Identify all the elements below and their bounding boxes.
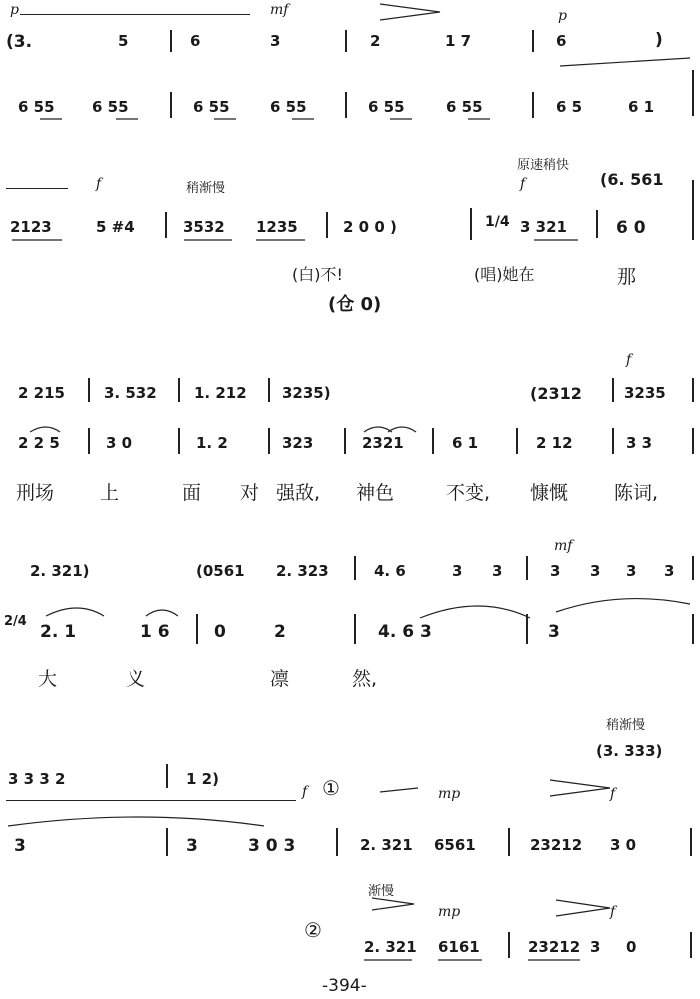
dynamic-mark: f <box>610 904 616 920</box>
note: 323 <box>282 434 314 452</box>
note: 6 55 <box>368 98 405 116</box>
note: 3 321 <box>520 218 567 236</box>
dynamic-mark: f <box>96 176 102 192</box>
lyric: 强敌, <box>276 482 321 504</box>
ending-marker-1: ① <box>322 776 340 800</box>
note: 3 <box>14 836 26 856</box>
note: 6161 <box>438 938 480 956</box>
lyric: (唱)她在 <box>474 265 535 284</box>
note: 2 <box>274 622 286 642</box>
note: 3 0 <box>610 836 637 854</box>
lyric: 陈词, <box>614 482 659 504</box>
lyric: 神色 <box>356 482 395 504</box>
note: 1. 2 <box>196 434 228 452</box>
lyric: 慷慨 <box>530 482 569 504</box>
note: 6 55 <box>193 98 230 116</box>
lyric: 刑场 <box>16 482 55 504</box>
note: 3235) <box>282 384 331 402</box>
lyric: 义 <box>126 668 146 690</box>
note: 1 6 <box>140 622 170 642</box>
note: 2. 1 <box>40 622 77 642</box>
note: 23212 <box>530 836 583 854</box>
note: 5 <box>118 32 129 50</box>
phrase-line <box>560 58 690 66</box>
note: 3 <box>548 622 560 642</box>
lyric: 那 <box>617 266 637 288</box>
note: (3. 333) <box>596 742 663 760</box>
note: 2 <box>370 32 381 50</box>
note: 5 #4 <box>96 218 135 236</box>
note: 1 7 <box>445 32 472 50</box>
dynamic-mark: mp <box>438 786 461 802</box>
note: 2. 323 <box>276 562 329 580</box>
note: 6 5 <box>556 98 583 116</box>
dynamic-mark: p <box>10 2 19 18</box>
dynamic-mark: f <box>626 352 632 368</box>
note: 3 <box>452 562 463 580</box>
note: 6 <box>190 32 201 50</box>
note: 6 55 <box>92 98 129 116</box>
note: 2 215 <box>18 384 65 402</box>
note: 3 <box>626 562 637 580</box>
note: 2 2 5 <box>18 434 60 452</box>
note: 3 <box>270 32 281 50</box>
note: ) <box>655 30 663 50</box>
tempo-marking: 稍渐慢 <box>186 181 226 196</box>
dynamic-mark: mf <box>554 538 573 554</box>
dynamic-mark: mf <box>270 2 289 18</box>
dynamic-mark: f <box>610 786 616 802</box>
note: 6 55 <box>270 98 307 116</box>
page-number: -394- <box>322 976 367 996</box>
lyric: 面 <box>182 482 202 504</box>
lyric: 不变, <box>446 482 491 504</box>
lyric: 然, <box>352 668 378 690</box>
ending-marker-2: ② <box>304 918 322 942</box>
lyric: (白)不! <box>292 265 343 284</box>
note: 2 0 0 ) <box>343 218 397 236</box>
note: 2. 321 <box>360 836 413 854</box>
note: (0561 <box>196 562 245 580</box>
note: 4. 6 <box>374 562 406 580</box>
crescendo-hairpin <box>380 4 440 20</box>
note: 1. 212 <box>194 384 247 402</box>
note: 6 1 <box>452 434 479 452</box>
note: 6 55 <box>18 98 55 116</box>
note: 0 <box>214 622 226 642</box>
note: 3 <box>590 562 601 580</box>
time-signature: 1/4 <box>485 214 510 230</box>
note: 3532 <box>183 218 225 236</box>
note: 3 <box>492 562 503 580</box>
note: 2. 321 <box>364 938 417 956</box>
note: 1235 <box>256 218 298 236</box>
note: 2123 <box>10 218 52 236</box>
lyric: 上 <box>100 482 120 504</box>
note: (2312 <box>530 384 582 403</box>
note: 3 3 <box>626 434 653 452</box>
note: (6. 561 <box>600 170 664 189</box>
tempo-marking: 渐慢 <box>368 884 395 899</box>
note: 6561 <box>434 836 476 854</box>
note: 3 <box>186 836 198 856</box>
note: 6 1 <box>628 98 655 116</box>
percussion-marking: (仓 0) <box>328 294 382 315</box>
note: 1 2) <box>186 770 219 788</box>
time-signature: 2/4 <box>4 614 27 629</box>
note: 3. 532 <box>104 384 157 402</box>
note: 2 12 <box>536 434 573 452</box>
note: 6 55 <box>446 98 483 116</box>
note: 0 <box>626 938 637 956</box>
dynamic-mark: p <box>558 8 567 24</box>
note: 3 <box>590 938 601 956</box>
note: 6 <box>556 32 567 50</box>
tempo-marking: 原速稍快 <box>517 158 570 173</box>
note: 3 <box>664 562 675 580</box>
note: 2. 321) <box>30 562 90 580</box>
lyric: 凛 <box>270 668 290 690</box>
dynamic-mark: f <box>520 176 526 192</box>
lyric: 对 <box>240 482 260 504</box>
dynamic-mark: mp <box>438 904 461 920</box>
note: 3 <box>550 562 561 580</box>
note: 3235 <box>624 384 666 402</box>
note: 3 0 3 <box>248 836 296 856</box>
note: 3 3 3 2 <box>8 770 66 788</box>
note: (3. <box>6 32 33 52</box>
note: 3 0 <box>106 434 133 452</box>
note: 4. 6 3 <box>378 622 432 642</box>
dynamic-mark: f <box>302 784 308 800</box>
lyric: 大 <box>38 668 58 690</box>
tempo-marking: 稍渐慢 <box>606 718 646 733</box>
note: 2321 <box>362 434 404 452</box>
note: 6 0 <box>616 218 646 238</box>
note: 23212 <box>528 938 581 956</box>
